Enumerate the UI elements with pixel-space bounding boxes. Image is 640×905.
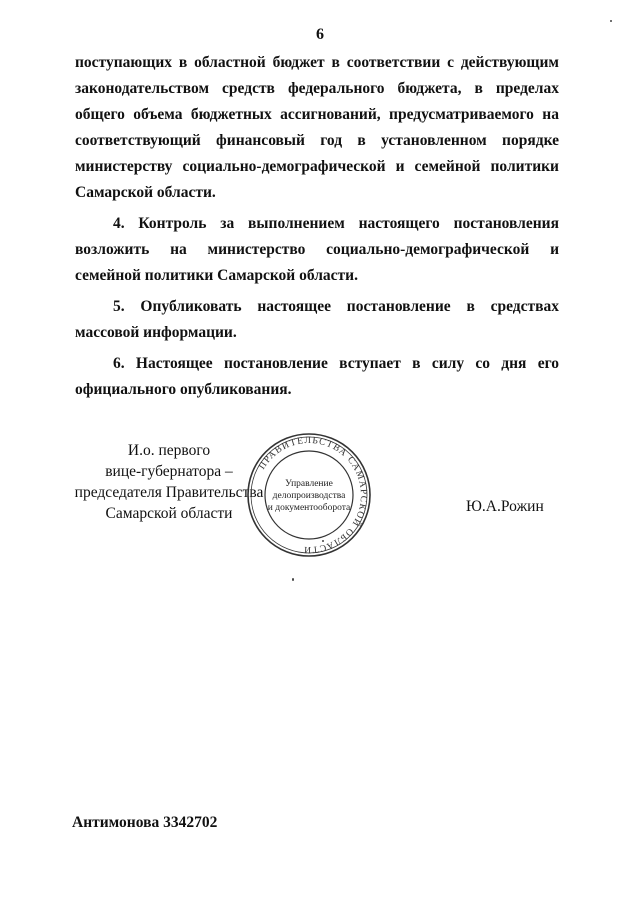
stamp-inner-text <box>262 478 356 514</box>
stamp-inner-line: Управление <box>285 479 333 489</box>
document-body <box>75 50 559 408</box>
position-line: вице-губернатора – <box>105 463 233 480</box>
paragraph-continuation: поступающих в областной бюджет в соответствии с действующим законодательством средств федерального бюджета, в пределах общего объема бюджетных ассигнований, предусматриваемого на соответствующий финансовый год в установленном порядке министерству социально-демографической и семейной политики Самарской области. <box>75 54 559 201</box>
position-line: И.о. первого <box>127 442 211 459</box>
signer-name: Ю.А.Рожин <box>466 498 544 515</box>
scan-speck <box>610 20 612 22</box>
position-line: Самарской области <box>105 505 233 522</box>
page-number: 6 <box>316 26 324 43</box>
signatory-position <box>74 440 264 524</box>
scan-speck <box>292 578 294 581</box>
stamp-ring-text: ПРАВИТЕЛЬСТВА САМАРСКОЙ ОБЛАСТИ <box>257 435 369 555</box>
scan-speck <box>322 540 324 542</box>
position-line: председателя Правительства <box>74 484 264 501</box>
paragraph-item-4: 4. Контроль за выполнением настоящего постановления возложить на министерство социально-демографической и семейной политики Самарской области. <box>75 215 559 284</box>
paragraph-item-5: 5. Опубликовать настоящее постановление в средствах массовой информации. <box>75 298 559 341</box>
stamp-inner-line: и документооборота <box>267 503 351 513</box>
stamp-inner-line: делопроизводства <box>272 491 346 501</box>
paragraph-item-6: 6. Настоящее постановление вступает в силу со дня его официального опубликования. <box>75 355 559 398</box>
executor-contact: Антимонова 3342702 <box>72 814 218 831</box>
